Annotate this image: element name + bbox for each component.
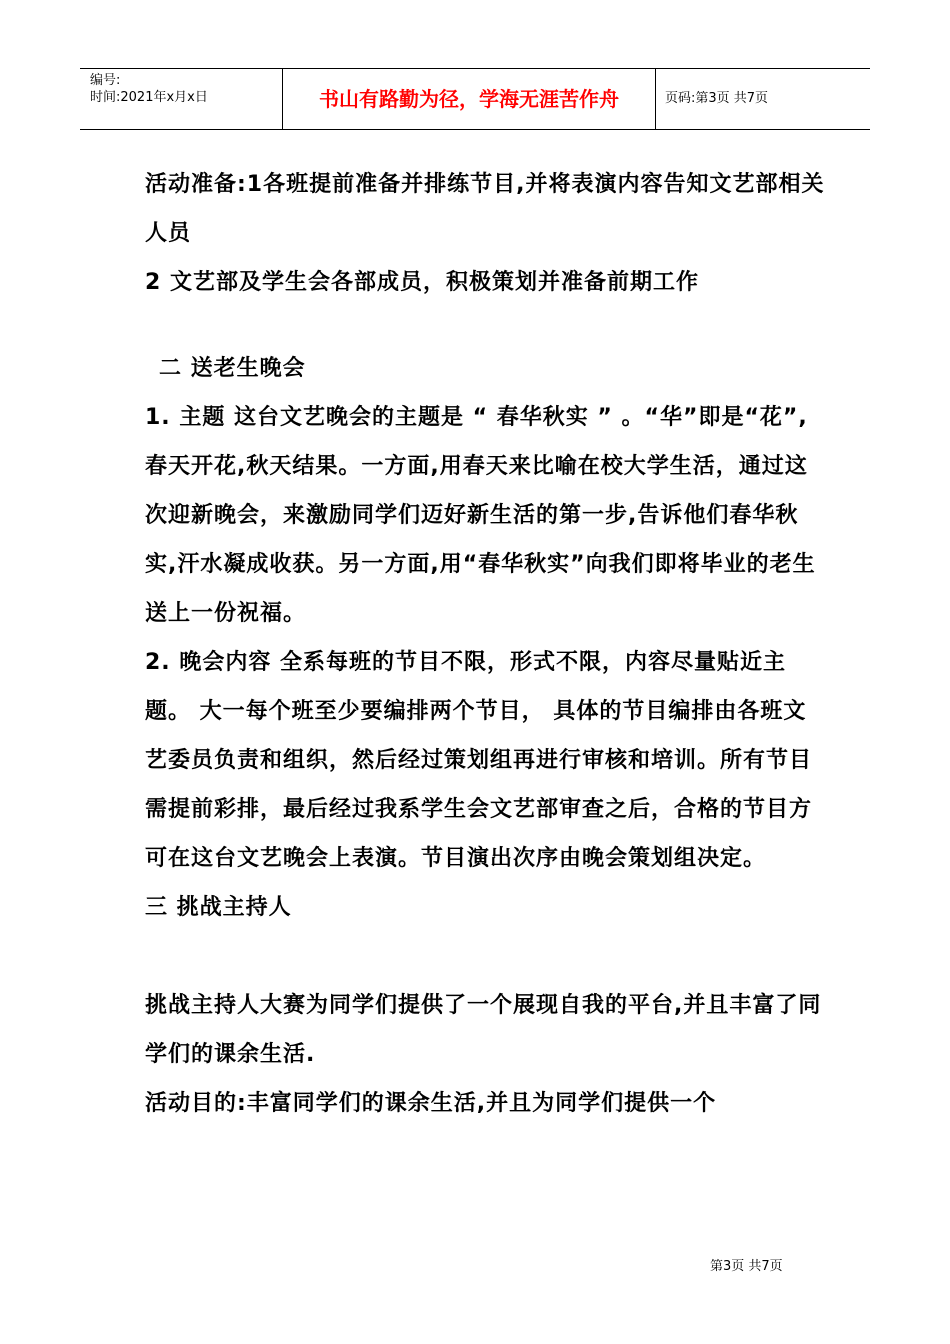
activity-preparation-paragraph: 活动准备:1各班提前准备并排练节目,并将表演内容告知文艺部相关人员 [145, 172, 825, 246]
activity-purpose-paragraph: 活动目的:丰富同学们的课余生活,并且为同学们提供一个 [145, 1091, 717, 1116]
spacer [145, 307, 825, 344]
document-body [145, 160, 825, 1128]
header-motto: 书山有路勤为径，学海无涯苦作舟 [319, 87, 619, 111]
party-content-paragraph: 2. 晚会内容 全系每班的节目不限，形式不限，内容尽量贴近主题。 大一每个班至少要编排两个节目， 具体的节目编排由各班文艺委员负责和组织，然后经过策划组再进行审核和培训。所有节目需提前彩排，最后经过我系学生会文艺部审查之后，合格的节目方可在这台文艺晚会上表演。节目演出次序由晚会策划组决定。 [145, 650, 813, 871]
document-date-label: 时间:2021年x月x日 [90, 90, 208, 105]
host-challenge-intro: 挑战主持人大赛为同学们提供了一个展现自我的平台,并且丰富了同学们的课余生活. [145, 993, 822, 1067]
header-motto-cell [282, 69, 656, 129]
section-heading-host-challenge: 三 挑战主持人 [145, 895, 292, 920]
header-meta-cell [80, 69, 282, 129]
header-page-number: 页码:第3页 共7页 [665, 91, 769, 106]
document-number-label: 编号: [90, 73, 121, 88]
header-page-cell [655, 69, 870, 129]
theme-paragraph: 1. 主题 这台文艺晚会的主题是 “ 春华秋实 ” 。“华”即是“花”,春天开花,秋天结果。一方面,用春天来比喻在校大学生活，通过这次迎新晚会，来激励同学们迈好新生活的第一步,告诉他们春华秋实,汗水凝成收获。另一方面,用“春华秋实”向我们即将毕业的老生送上一份祝福。 [145, 405, 816, 626]
spacer [145, 932, 825, 981]
section-heading-farewell-party: 二 送老生晚会 [159, 356, 306, 381]
page-footer-number: 第3页 共7页 [710, 1259, 783, 1274]
preparation-item-2: 2 文艺部及学生会各部成员，积极策划并准备前期工作 [145, 270, 699, 295]
page-header [80, 68, 870, 130]
